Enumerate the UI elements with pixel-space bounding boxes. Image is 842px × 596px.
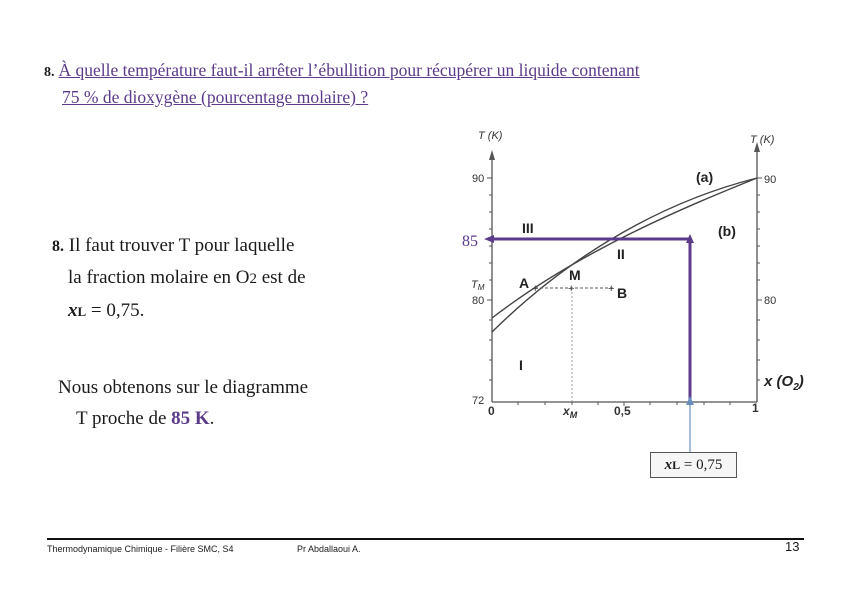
- footer-author: Pr Abdallaoui A.: [297, 544, 361, 554]
- answer-number: 8.: [52, 238, 64, 255]
- xl-value-box: [650, 452, 737, 478]
- curve-b-label: (b): [718, 223, 736, 239]
- region-i-label: I: [519, 357, 523, 373]
- tick-90-left: 90: [472, 173, 485, 185]
- answer-line-1: Il faut trouver T pour laquelle: [68, 235, 295, 256]
- footer-divider: [47, 538, 804, 540]
- question-number: 8.: [44, 65, 55, 80]
- xl-box-sub: L: [672, 458, 681, 472]
- marker-85: 85: [462, 233, 478, 250]
- answer-line-2b: est de: [256, 267, 306, 288]
- tick-72: 72: [472, 395, 485, 407]
- answer-line-2-sub: 2: [249, 271, 257, 287]
- xl-box-x: x: [664, 457, 673, 473]
- answer-xl-value: = 0,75.: [86, 300, 145, 321]
- answer-xl-sub: L: [77, 304, 87, 319]
- x-axis-label-end: ): [798, 373, 804, 390]
- result-value: 85 K: [171, 408, 210, 429]
- point-a-label: A: [519, 275, 530, 291]
- svg-text:+: +: [568, 283, 575, 295]
- xl-box-value: = 0,75: [680, 457, 723, 473]
- left-axis-label: T (K): [478, 130, 503, 142]
- answer-xl: x: [68, 300, 78, 321]
- result-line-2-end: .: [209, 408, 215, 429]
- left-axis-arrow: [489, 150, 495, 160]
- x-tick-xm-sub: M: [569, 410, 578, 420]
- point-m-label: M: [569, 267, 581, 283]
- svg-text:TM: [471, 279, 485, 292]
- tick-80-left: 80: [472, 295, 485, 307]
- point-b-label: B: [617, 285, 628, 301]
- x-tick-1: 1: [752, 401, 759, 415]
- question-line-1: À quelle température faut-il arrêter l’ébullition pour récupérer un liquide contenant: [58, 60, 640, 80]
- right-axis-label: T (K): [750, 134, 775, 146]
- tick-tm-sub: M: [477, 283, 485, 292]
- tick-90-right: 90: [764, 174, 777, 186]
- curve-a-label: (a): [696, 169, 714, 185]
- 85k-arrow: [484, 235, 494, 243]
- region-iii-label: III: [522, 220, 534, 236]
- x-axis-label-sub: 2: [793, 382, 799, 393]
- tick-tm: T: [471, 279, 478, 291]
- result-line-1: Nous obtenons sur le diagramme: [58, 377, 309, 398]
- question-line-2: 75 % de dioxygène (pourcentage molaire) ?: [62, 87, 369, 107]
- svg-text:xM: [562, 404, 578, 420]
- answer-line-2a: la fraction molaire en O: [68, 267, 250, 288]
- page-number: 13: [785, 539, 800, 554]
- x-tick-05: 0,5: [614, 404, 631, 418]
- result-line-2a: T proche de: [76, 408, 172, 429]
- footer-course: Thermodynamique Chimique - Filière SMC, S4: [47, 544, 234, 554]
- x-tick-0: 0: [488, 404, 495, 418]
- svg-text:+: +: [532, 283, 539, 295]
- x-tick-xm: x: [563, 404, 570, 418]
- xl-pointer-arrow: [686, 396, 694, 405]
- svg-text:x (O2): [763, 373, 804, 393]
- svg-text:+: +: [608, 283, 615, 295]
- tick-80-right: 80: [764, 295, 777, 307]
- region-ii-label: II: [617, 246, 625, 262]
- x-axis-label: x (O: [764, 373, 794, 390]
